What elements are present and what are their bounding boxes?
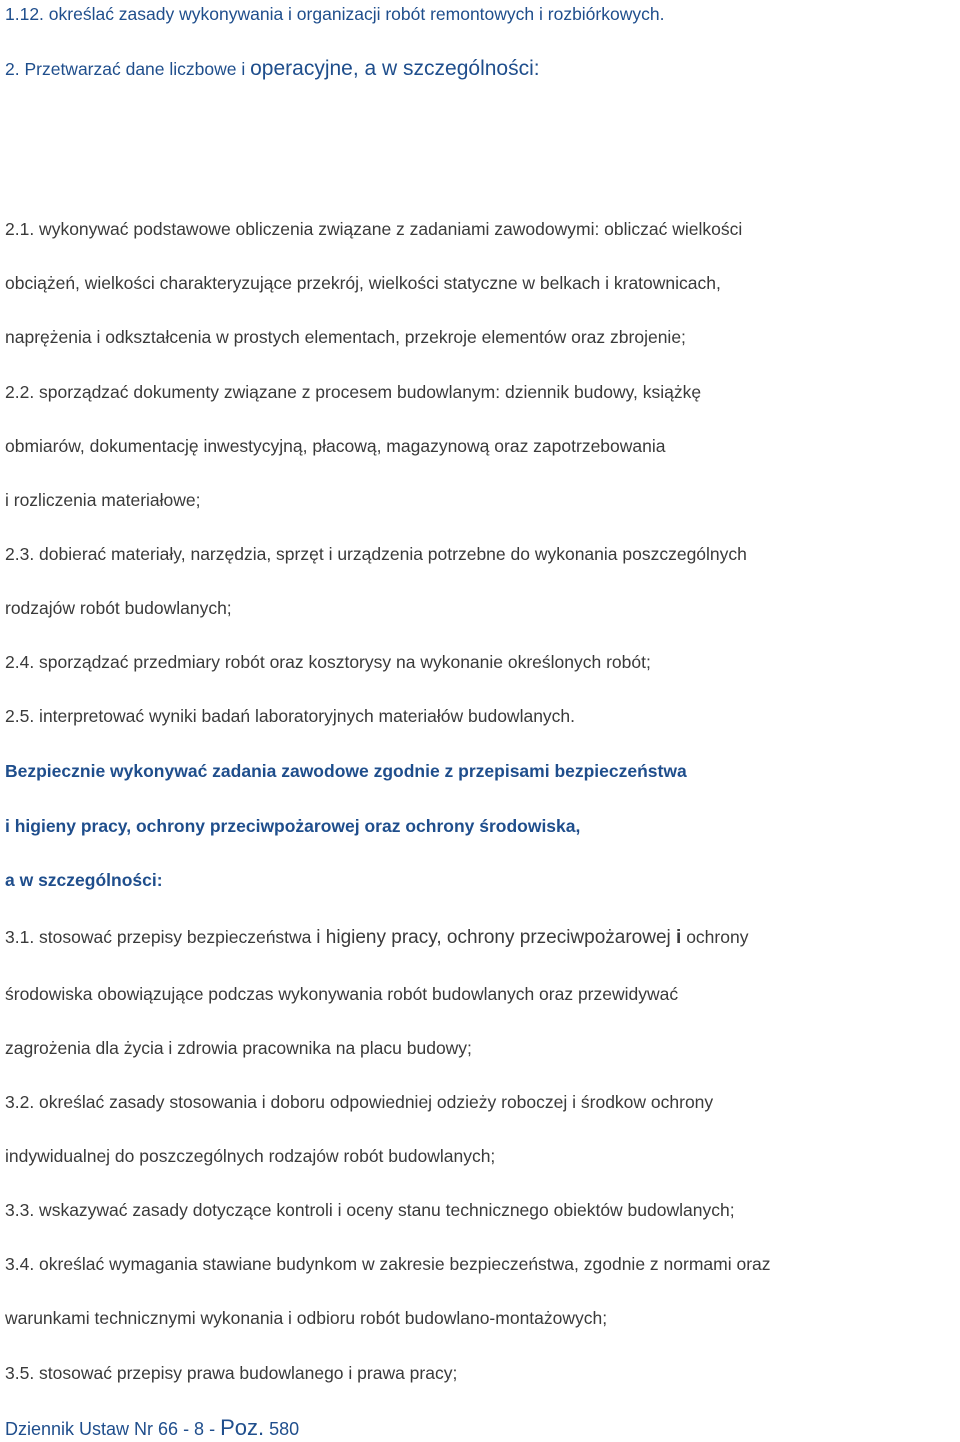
page-footer (5, 1417, 299, 1440)
text-line-2-3-cont1: rodzajów robót budowlanych; (5, 598, 232, 618)
section-2-heading-part1: 2. Przetwarzać dane liczbowe i (5, 59, 251, 79)
text-line-2-2: 2.2. sporządzać dokumenty związane z procesem budowlanym: dziennik budowy, książkę (5, 382, 702, 402)
text-line-3-1 (5, 926, 748, 949)
footer-poz-number: 580 (264, 1419, 300, 1439)
text-line-2-3: 2.3. dobierać materiały, narzędzia, sprzęt i urządzenia potrzebne do wykonania poszczególnych (5, 544, 747, 564)
text-line-2-2-cont2: i rozliczenia materiałowe; (5, 490, 201, 510)
text-line-2-1: 2.1. wykonywać podstawowe obliczenia związane z zadaniami zawodowymi: obliczać wielkości (5, 219, 743, 239)
text-line-2-4: 2.4. sporządzać przedmiary robót oraz kosztorysy na wykonanie określonych robót; (5, 652, 651, 672)
text-line-3-4: 3.4. określać wymagania stawiane budynkom w zakresie bezpieczeństwa, zgodnie z normami oraz (5, 1254, 771, 1274)
text-line-2-1-cont1: obciążeń, wielkości charakteryzujące przekrój, wielkości statyczne w belkach i kratownicach, (5, 273, 721, 293)
section-3-heading-line3: a w szczególności: (5, 870, 163, 890)
text-line-3-1-part3: i (676, 927, 682, 948)
text-line-2-1-cont2: naprężenia i odkształcenia w prostych elementach, przekroje elementów oraz zbrojenie; (5, 327, 686, 347)
text-line-3-4-cont1: warunkami technicznymi wykonania i odbioru robót budowlano-montażowych; (5, 1308, 608, 1328)
text-line-1-12: 1.12. określać zasady wykonywania i organizacji robót remontowych i rozbiórkowych. (5, 4, 665, 24)
text-line-3-1-part2: i higieny pracy, ochrony przeciwpożarowej (316, 927, 677, 948)
section-3-heading-line2: i higieny pracy, ochrony przeciwpożarowej oraz ochrony środowiska, (5, 816, 581, 836)
footer-page-number: - 8 - (178, 1419, 221, 1439)
text-line-3-1-part4: ochrony (681, 927, 749, 947)
text-line-3-3: 3.3. wskazywać zasady dotyczące kontroli i oceny stanu technicznego obiektów budowlanych; (5, 1200, 735, 1220)
text-line-3-1-cont2: zagrożenia dla życia i zdrowia pracownika na placu budowy; (5, 1038, 472, 1058)
text-line-2-2-cont1: obmiarów, dokumentację inwestycyjną, płacową, magazynową oraz zapotrzebowania (5, 436, 666, 456)
section-3-heading-line1: Bezpiecznie wykonywać zadania zawodowe zgodnie z przepisami bezpieczeństwa (5, 761, 687, 781)
text-line-3-1-part1: 3.1. stosować przepisy bezpieczeństwa (5, 927, 317, 947)
text-line-3-1-cont1: środowiska obowiązujące podczas wykonywania robót budowlanych oraz przewidywać (5, 984, 679, 1004)
section-2-heading (5, 58, 540, 80)
text-line-3-2-cont1: indywidualnej do poszczególnych rodzajów robót budowlanych; (5, 1146, 496, 1166)
section-2-heading-part2: operacyjne, a w szczególności: (250, 57, 540, 80)
text-line-2-5: 2.5. interpretować wyniki badań laboratoryjnych materiałów budowlanych. (5, 706, 576, 726)
text-line-3-5: 3.5. stosować przepisy prawa budowlanego i prawa pracy; (5, 1363, 458, 1383)
footer-journal: Dziennik Ustaw Nr 66 (5, 1419, 179, 1439)
text-line-3-2: 3.2. określać zasady stosowania i doboru odpowiedniej odzieży roboczej i środkow ochrony (5, 1092, 714, 1112)
footer-poz-label: Poz. (220, 1415, 265, 1440)
